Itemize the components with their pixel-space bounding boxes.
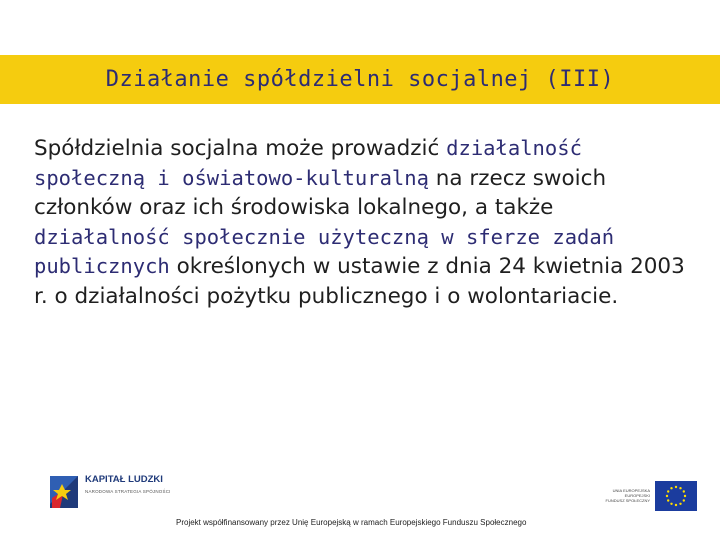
- kapital-ludzki-logo: [48, 470, 188, 512]
- efs-line: FUNDUSZ SPOŁECZNY: [605, 498, 650, 503]
- highlight-phrase: działalność społeczną i oświatowo-kulturalną: [34, 136, 582, 190]
- efs-line: UNIA EUROPEJSKA: [612, 488, 650, 493]
- kapital-ludzki-emblem-icon: [48, 470, 82, 512]
- footer-note: Projekt współfinansowany przez Unię Europejską w ramach Europejskiego Funduszu Społecznego: [176, 518, 527, 527]
- body-text-segment: Spółdzielnia socjalna może prowadzić: [34, 136, 447, 161]
- slide-title: Działanie spółdzielni socjalnej (III): [105, 67, 615, 92]
- body-text-segment: na rzecz swoich członków oraz ich środowiska lokalnego, a także: [34, 165, 607, 220]
- kapital-ludzki-subtitle: NARODOWA STRATEGIA SPÓJNOŚCI: [85, 489, 171, 494]
- eu-flag-icon: [655, 481, 697, 511]
- efs-line: EUROPEJSKI: [624, 493, 650, 498]
- kapital-ludzki-name: KAPITAŁ LUDZKI: [85, 474, 163, 485]
- efs-caption: [604, 488, 650, 503]
- body-paragraph: [34, 134, 694, 311]
- highlight-phrase: działalność społecznie użyteczną w sferze zadań publicznych: [34, 224, 615, 278]
- title-bar: [0, 55, 720, 104]
- body-text-segment: określonych w ustawie z dnia 24 kwietnia 2003 r. o działalności pożytku publicznego i o wolontariacie.: [34, 254, 685, 309]
